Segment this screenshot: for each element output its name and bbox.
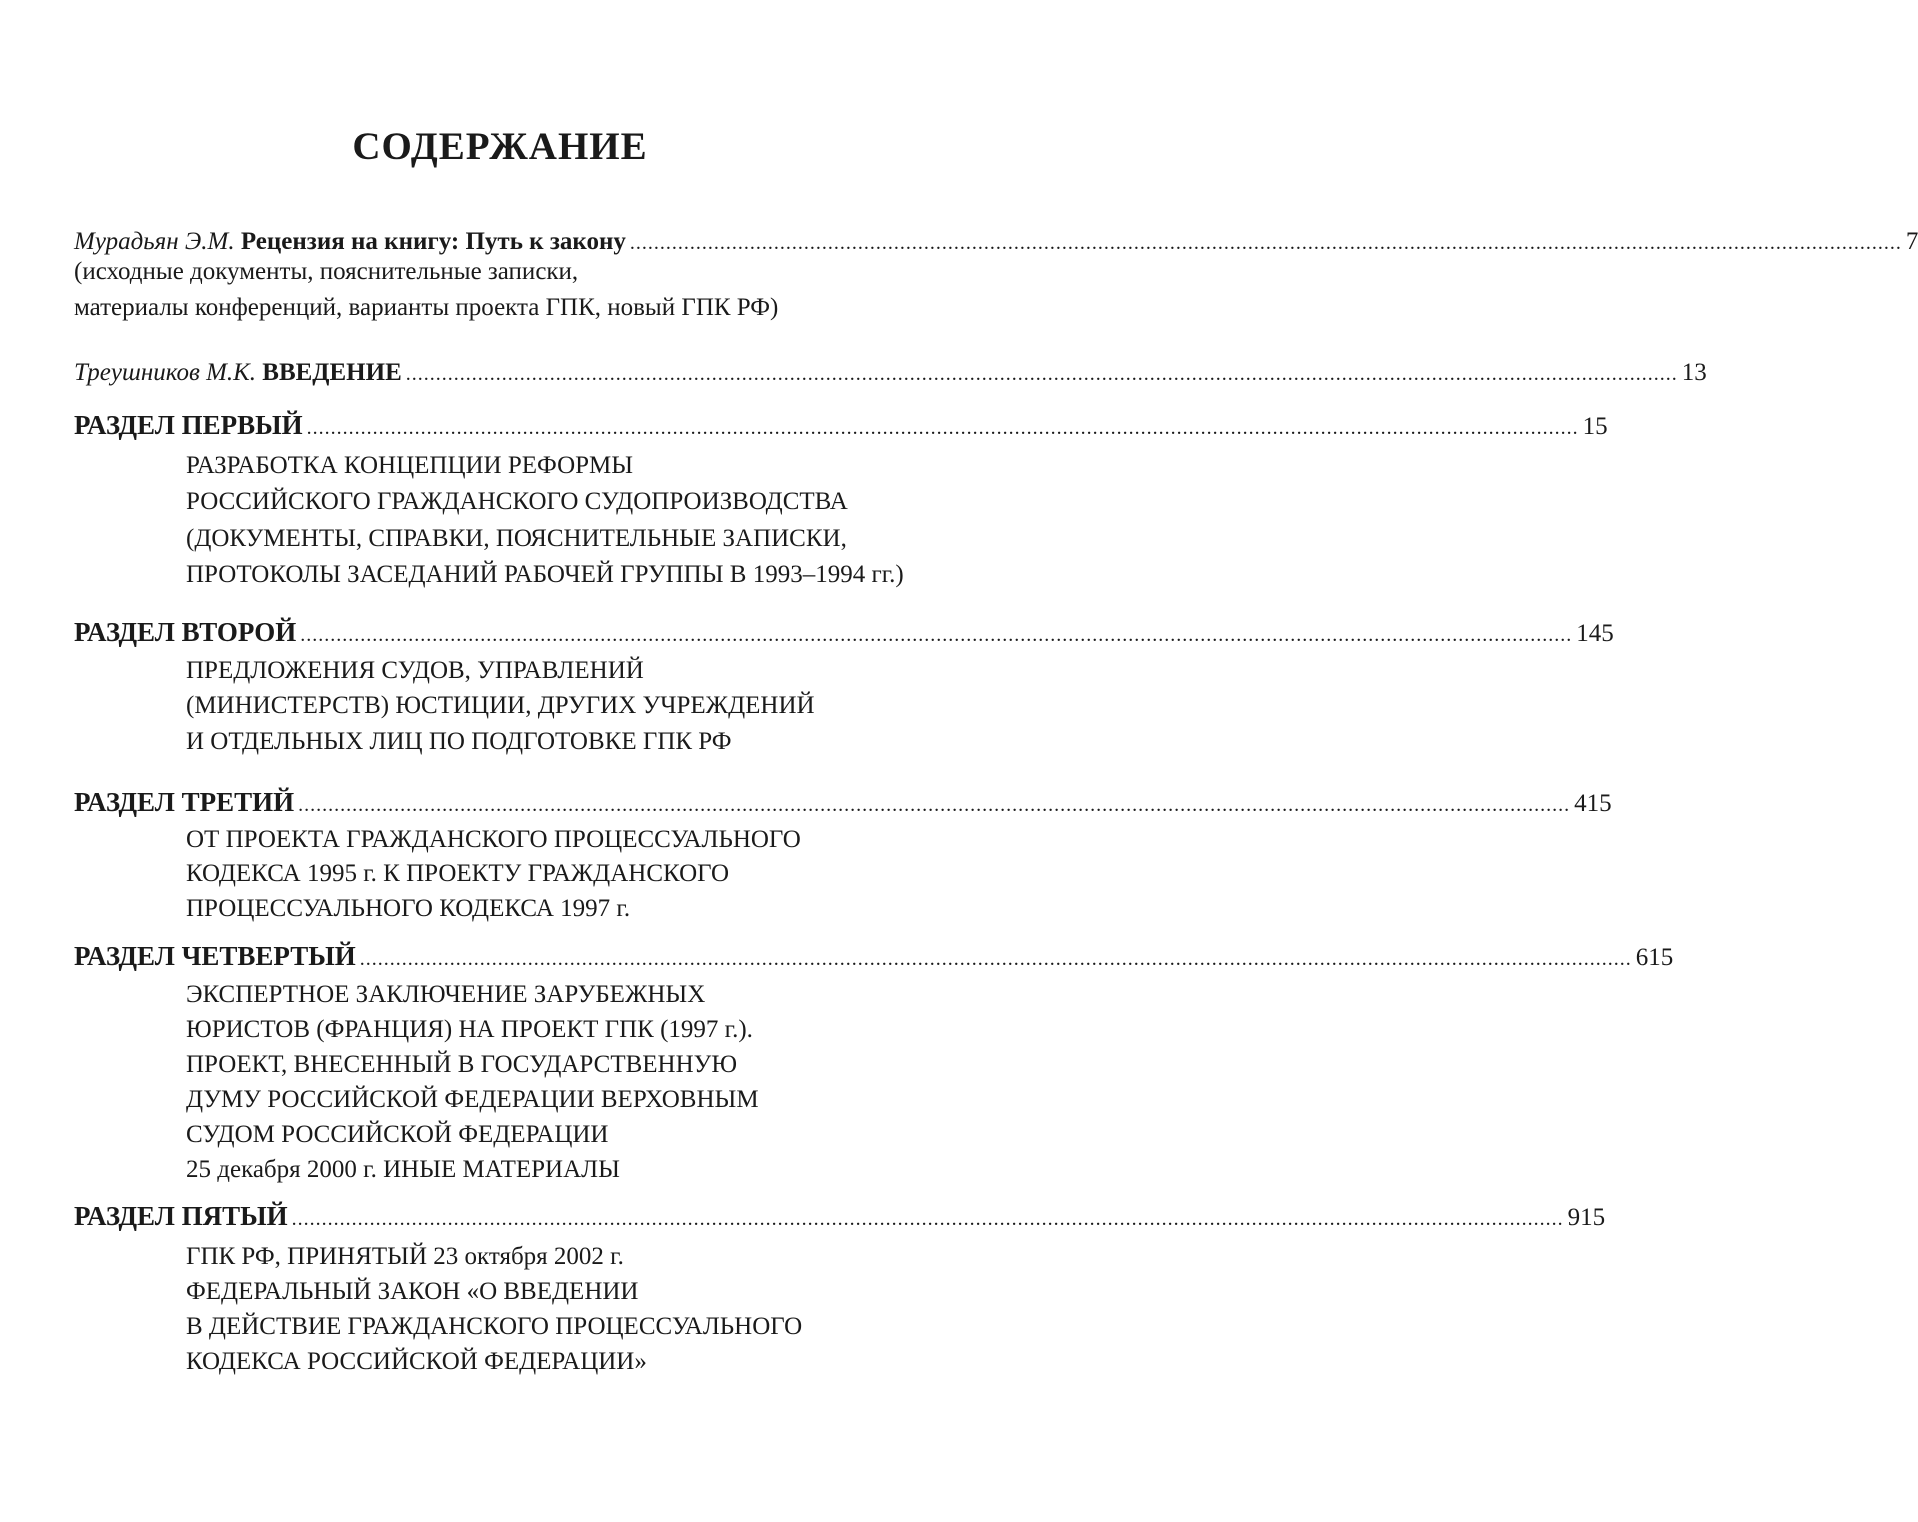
toc-section-5[interactable]	[74, 1198, 1606, 1234]
dot-leader: ....................................................................................................................................................................................................................	[405, 363, 1678, 385]
section-title: РАЗДЕЛ ЧЕТВЕРТЫЙ	[74, 941, 356, 971]
section-title: РАЗДЕЛ ВТОРОЙ	[74, 617, 297, 647]
toc-section-3[interactable]	[74, 784, 1612, 820]
dot-leader: ....................................................................................................................................................................................................................	[629, 232, 1902, 254]
toc-section-2[interactable]	[74, 614, 1614, 650]
section-subtitle-line: И ОТДЕЛЬНЫХ ЛИЦ ПО ПОДГОТОВКЕ ГПК РФ	[186, 728, 732, 755]
toc-section-4[interactable]	[74, 938, 1674, 974]
entry-note-line: (исходные документы, пояснительные записки,	[74, 258, 579, 285]
section-title: РАЗДЕЛ ПЕРВЫЙ	[74, 410, 303, 440]
dot-leader: ....................................................................................................................................................................................................................	[306, 417, 1579, 439]
section-subtitle-line: ЭКСПЕРТНОЕ ЗАКЛЮЧЕНИЕ ЗАРУБЕЖНЫХ	[186, 981, 706, 1008]
section-subtitle-line: ГПК РФ, ПРИНЯТЫЙ 23 октября 2002 г.	[186, 1243, 624, 1270]
dot-leader: ....................................................................................................................................................................................................................	[298, 794, 1571, 816]
entry-title: ВВЕДЕНИЕ	[262, 359, 402, 386]
entry-author: Треушников М.К.	[74, 359, 257, 386]
section-subtitle-line: ОТ ПРОЕКТА ГРАЖДАНСКОГО ПРОЦЕССУАЛЬНОГО	[186, 826, 801, 853]
section-subtitle-line: В ДЕЙСТВИЕ ГРАЖДАНСКОГО ПРОЦЕССУАЛЬНОГО	[186, 1313, 803, 1340]
section-title: РАЗДЕЛ ПЯТЫЙ	[74, 1201, 288, 1231]
dot-leader: ....................................................................................................................................................................................................................	[300, 624, 1573, 646]
section-page-number: 145	[1576, 620, 1614, 647]
entry-page-number: 7	[1905, 228, 1918, 255]
section-subtitle-line: ДУМУ РОССИЙСКОЙ ФЕДЕРАЦИИ ВЕРХОВНЫМ	[186, 1086, 759, 1113]
section-subtitle-line: РОССИЙСКОГО ГРАЖДАНСКОГО СУДОПРОИЗВОДСТВА	[186, 488, 848, 515]
section-subtitle-line: ФЕДЕРАЛЬНЫЙ ЗАКОН «О ВВЕДЕНИИ	[186, 1278, 639, 1305]
section-subtitle-line: (МИНИСТЕРСТВ) ЮСТИЦИИ, ДРУГИХ УЧРЕЖДЕНИЙ	[186, 692, 815, 719]
entry-author: Мурадьян Э.М.	[74, 228, 235, 255]
section-page-number: 415	[1574, 790, 1612, 817]
section-subtitle-line: КОДЕКСА РОССИЙСКОЙ ФЕДЕРАЦИИ»	[186, 1348, 647, 1375]
entry-note-line: материалы конференций, варианты проекта ГПК, новый ГПК РФ)	[74, 294, 779, 321]
section-page-number: 615	[1635, 944, 1674, 971]
section-subtitle-line: КОДЕКСА 1995 г. К ПРОЕКТУ ГРАЖДАНСКОГО	[186, 860, 730, 887]
toc-section-1[interactable]	[74, 407, 1608, 443]
section-page-number: 15	[1582, 413, 1608, 440]
section-subtitle-line: ПРЕДЛОЖЕНИЯ СУДОВ, УПРАВЛЕНИЙ	[186, 657, 644, 684]
entry-title: Рецензия на книгу: Путь к закону	[240, 228, 626, 255]
section-page-number: 915	[1567, 1204, 1606, 1231]
dot-leader: ....................................................................................................................................................................................................................	[359, 948, 1632, 970]
section-subtitle-line: СУДОМ РОССИЙСКОЙ ФЕДЕРАЦИИ	[186, 1121, 609, 1148]
section-subtitle-line: ПРОЦЕССУАЛЬНОГО КОДЕКСА 1997 г.	[186, 895, 631, 922]
section-subtitle-line: ЮРИСТОВ (ФРАНЦИЯ) НА ПРОЕКТ ГПК (1997 г.).	[186, 1016, 753, 1043]
page-title: СОДЕРЖАНИЕ	[352, 125, 648, 168]
entry-page-number: 13	[1681, 359, 1707, 386]
dot-leader: ....................................................................................................................................................................................................................	[291, 1208, 1564, 1230]
section-title: РАЗДЕЛ ТРЕТИЙ	[74, 787, 295, 817]
toc-entry-introduction[interactable]	[74, 355, 1707, 391]
toc-entry-review[interactable]	[74, 224, 1918, 260]
section-subtitle-line: (ДОКУМЕНТЫ, СПРАВКИ, ПОЯСНИТЕЛЬНЫЕ ЗАПИСКИ,	[186, 525, 847, 552]
section-subtitle-line: ПРОТОКОЛЫ ЗАСЕДАНИЙ РАБОЧЕЙ ГРУППЫ В 1993–1994 гг.)	[186, 561, 904, 588]
section-subtitle-line: РАЗРАБОТКА КОНЦЕПЦИИ РЕФОРМЫ	[186, 452, 634, 479]
section-subtitle-line: ПРОЕКТ, ВНЕСЕННЫЙ В ГОСУДАРСТВЕННУЮ	[186, 1051, 738, 1078]
section-subtitle-line: 25 декабря 2000 г. ИНЫЕ МАТЕРИАЛЫ	[186, 1156, 620, 1183]
